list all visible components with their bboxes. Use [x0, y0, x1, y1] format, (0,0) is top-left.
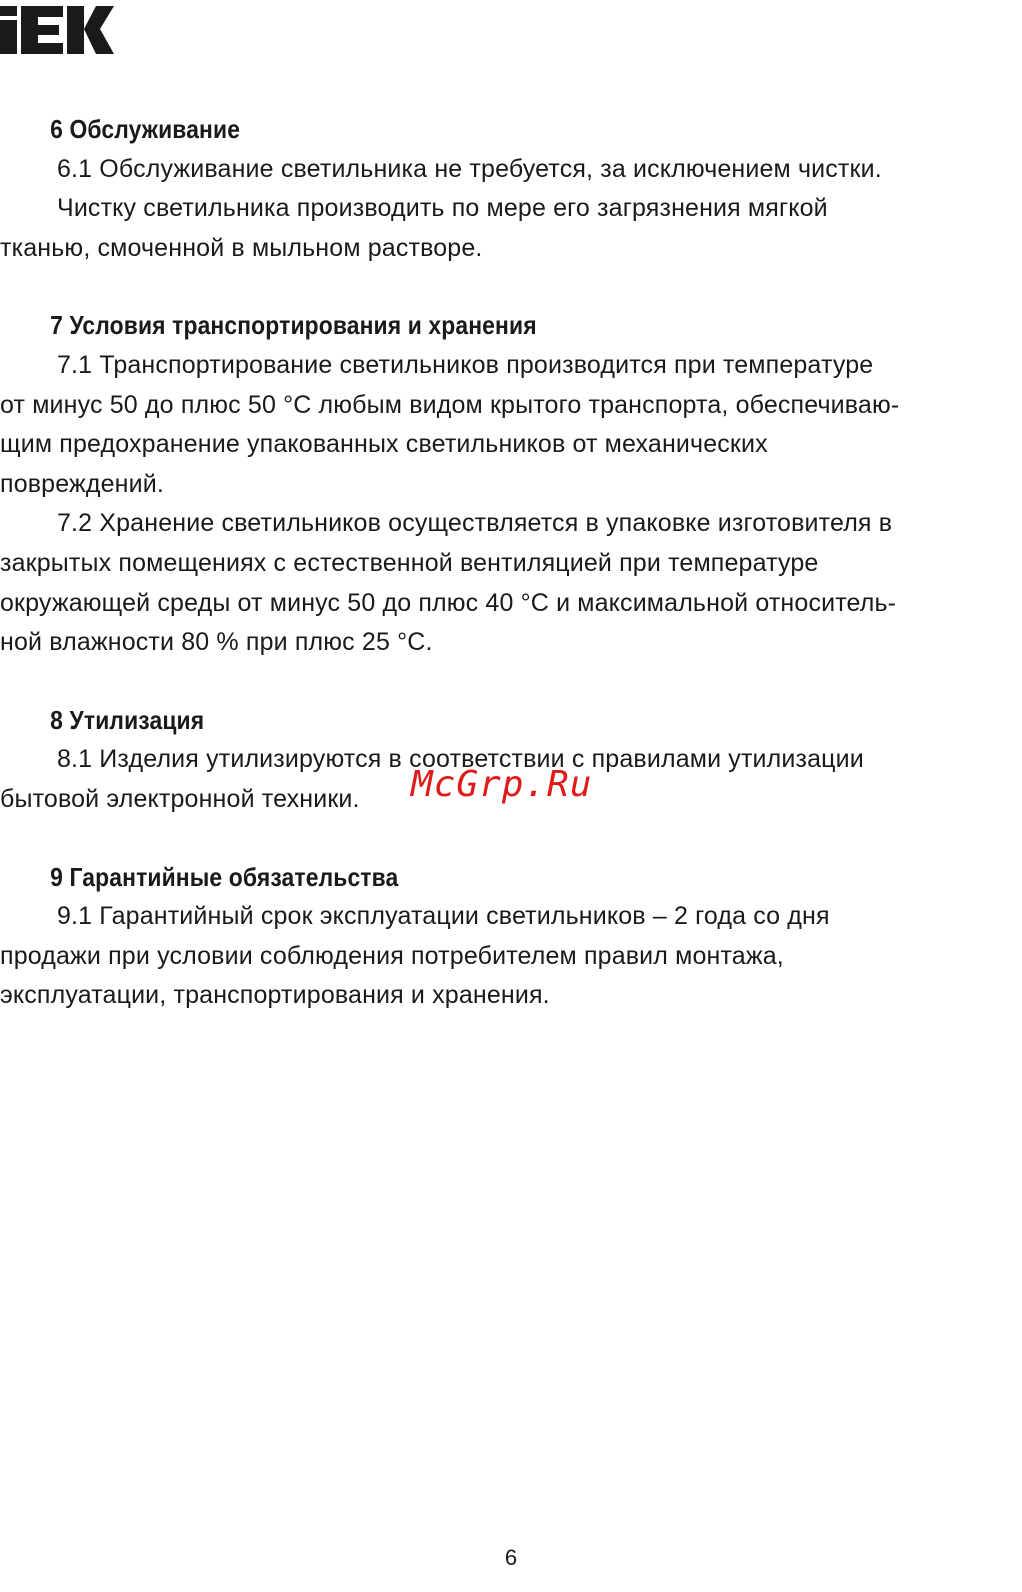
paragraph: [0, 346, 1016, 504]
text-line: эксплуатации, транспортирования и хранения.: [0, 981, 550, 1010]
section-heading: 9 Гарантийные обязательства: [50, 861, 399, 892]
text-line: Чистку светильника производить по мере его загрязнения мягкой: [57, 194, 828, 223]
text-line: 7.1 Транспортирование светильников производится при температуре: [57, 350, 874, 379]
section-warranty: [0, 858, 1016, 1016]
page-number-text: 6: [504, 1545, 518, 1570]
text-line: 6.1 Обслуживание светильника не требуется, за исключением чистки.: [57, 154, 882, 183]
watermark: McGrp.Ru: [411, 764, 593, 805]
paragraph: [0, 897, 1016, 1016]
iek-logo: [0, 2, 114, 54]
text-line: закрытых помещениях с естественной вентиляцией при температуре: [0, 548, 819, 577]
paragraph: [0, 504, 1016, 662]
text-line: 7.2 Хранение светильников осуществляется в упаковке изготовителя в: [57, 509, 893, 538]
document-body: [0, 110, 1016, 1054]
page-number: [0, 1545, 1022, 1571]
text-line: бытовой электронной техники.: [0, 784, 360, 813]
paragraph: [0, 189, 1016, 268]
text-line: 8.1 Изделия утилизируются в соответствии с правилами утилизации: [57, 745, 864, 774]
text-line: щим предохранение упакованных светильников от механических: [0, 430, 768, 459]
text-line: 9.1 Гарантийный срок эксплуатации светильников – 2 года со дня: [57, 902, 830, 931]
section-maintenance: [0, 110, 1016, 268]
text-line: тканью, смоченной в мыльном растворе.: [0, 233, 483, 262]
text-line: ной влажности 80 % при плюс 25 °С.: [0, 628, 433, 657]
text-line: от минус 50 до плюс 50 °С любым видом крытого транспорта, обеспечиваю-: [0, 390, 900, 419]
section-heading: 8 Утилизация: [50, 704, 205, 735]
text-line: повреждений.: [0, 469, 164, 498]
paragraph: [0, 150, 1016, 190]
text-line: окружающей среды от минус 50 до плюс 40 °С и максимальной относитель-: [0, 588, 897, 617]
section-heading: 7 Условия транспортирования и хранения: [50, 310, 537, 341]
section-heading: 6 Обслуживание: [50, 114, 241, 144]
text-line: продажи при условии соблюдения потребителем правил монтажа,: [0, 941, 784, 970]
section-transport-storage: [0, 306, 1016, 662]
